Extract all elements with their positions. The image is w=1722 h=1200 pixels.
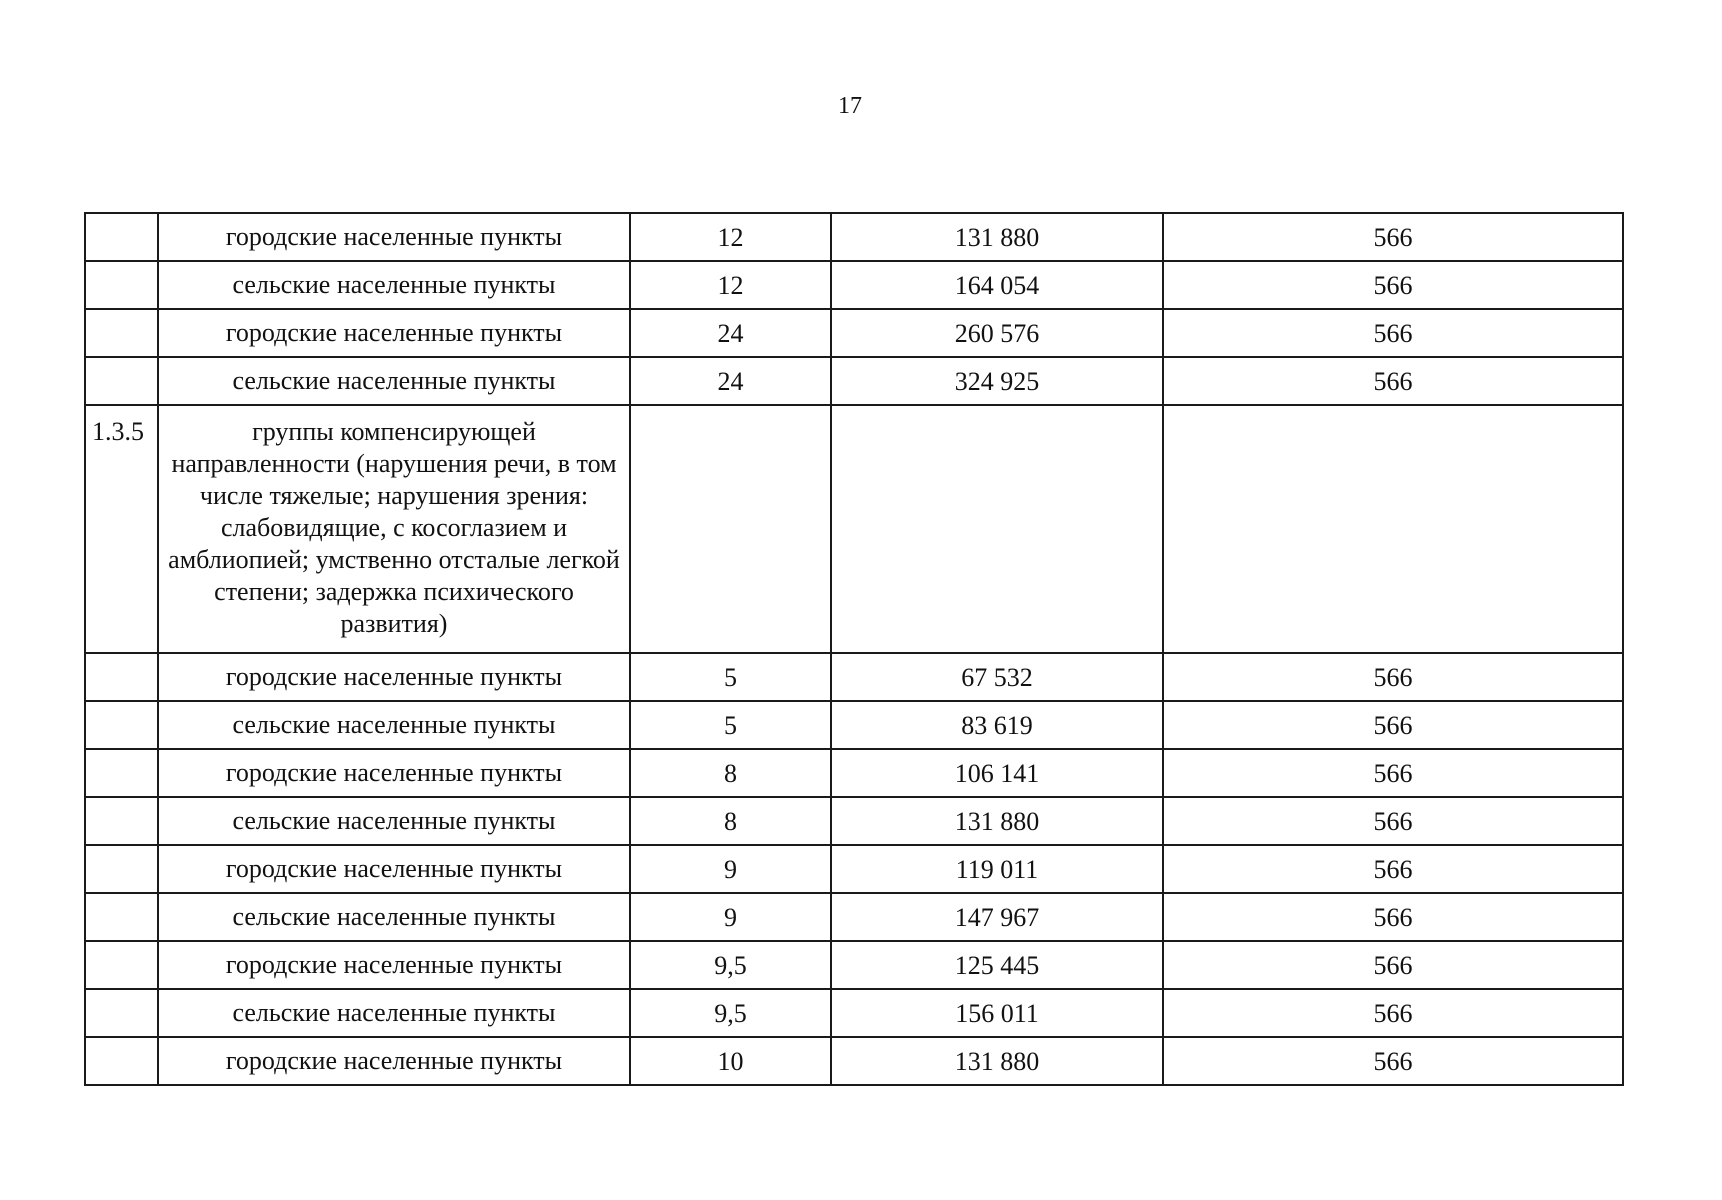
hours-value: 8	[630, 749, 831, 797]
settlement-type: городские населенные пункты	[158, 1037, 630, 1085]
hours-value: 5	[630, 701, 831, 749]
cost-value: 147 967	[831, 893, 1163, 941]
hours-value: 9,5	[630, 941, 831, 989]
table-row	[85, 797, 1623, 845]
hours-value	[630, 405, 831, 653]
code-value: 566	[1163, 797, 1623, 845]
code-value: 566	[1163, 893, 1623, 941]
settlement-type: сельские населенные пункты	[158, 357, 630, 405]
hours-value: 9	[630, 893, 831, 941]
table-row	[85, 213, 1623, 261]
code-value: 566	[1163, 213, 1623, 261]
settlement-type: сельские населенные пункты	[158, 797, 630, 845]
cost-value: 131 880	[831, 213, 1163, 261]
table-row	[85, 941, 1623, 989]
cost-value: 83 619	[831, 701, 1163, 749]
table-row	[85, 749, 1623, 797]
code-value: 566	[1163, 989, 1623, 1037]
row-number	[85, 893, 158, 941]
section-row	[85, 405, 1623, 653]
row-number	[85, 749, 158, 797]
page-number: 17	[838, 93, 862, 119]
section-number: 1.3.5	[85, 405, 158, 653]
cost-value: 125 445	[831, 941, 1163, 989]
row-number	[85, 309, 158, 357]
table-row	[85, 989, 1623, 1037]
row-number	[85, 845, 158, 893]
hours-value: 24	[630, 309, 831, 357]
code-value: 566	[1163, 357, 1623, 405]
code-value: 566	[1163, 941, 1623, 989]
row-number	[85, 797, 158, 845]
code-value: 566	[1163, 309, 1623, 357]
cost-value: 324 925	[831, 357, 1163, 405]
code-value: 566	[1163, 749, 1623, 797]
hours-value: 9,5	[630, 989, 831, 1037]
settlement-type: городские населенные пункты	[158, 941, 630, 989]
settlement-type: городские населенные пункты	[158, 213, 630, 261]
settlement-type: городские населенные пункты	[158, 653, 630, 701]
section-description: группы компенсирующей направленности (нарушения речи, в том числе тяжелые; нарушения зрения: слабовидящие, с косоглазием и амблиопией; умственно отсталые легкой степени; задержка психического развития)	[158, 405, 630, 653]
hours-value: 12	[630, 213, 831, 261]
table-row	[85, 893, 1623, 941]
cost-value: 164 054	[831, 261, 1163, 309]
row-number	[85, 989, 158, 1037]
code-value: 566	[1163, 845, 1623, 893]
settlement-type: городские населенные пункты	[158, 309, 630, 357]
row-number	[85, 653, 158, 701]
cost-value: 67 532	[831, 653, 1163, 701]
cost-value: 156 011	[831, 989, 1163, 1037]
row-number	[85, 261, 158, 309]
settlement-type: городские населенные пункты	[158, 845, 630, 893]
table-row	[85, 309, 1623, 357]
hours-value: 24	[630, 357, 831, 405]
hours-value: 10	[630, 1037, 831, 1085]
cost-value: 131 880	[831, 1037, 1163, 1085]
row-number	[85, 213, 158, 261]
code-value: 566	[1163, 1037, 1623, 1085]
rates-table	[84, 212, 1624, 1086]
code-value: 566	[1163, 653, 1623, 701]
settlement-type: сельские населенные пункты	[158, 893, 630, 941]
code-value: 566	[1163, 261, 1623, 309]
hours-value: 12	[630, 261, 831, 309]
table-row	[85, 1037, 1623, 1085]
row-number	[85, 357, 158, 405]
settlement-type: сельские населенные пункты	[158, 701, 630, 749]
cost-value	[831, 405, 1163, 653]
row-number	[85, 701, 158, 749]
code-value	[1163, 405, 1623, 653]
table-row	[85, 357, 1623, 405]
table-row	[85, 845, 1623, 893]
code-value: 566	[1163, 701, 1623, 749]
settlement-type: сельские населенные пункты	[158, 989, 630, 1037]
row-number	[85, 941, 158, 989]
cost-value: 131 880	[831, 797, 1163, 845]
table-row	[85, 261, 1623, 309]
settlement-type: сельские населенные пункты	[158, 261, 630, 309]
table-row	[85, 701, 1623, 749]
hours-value: 9	[630, 845, 831, 893]
hours-value: 8	[630, 797, 831, 845]
table-row	[85, 653, 1623, 701]
cost-value: 119 011	[831, 845, 1163, 893]
settlement-type: городские населенные пункты	[158, 749, 630, 797]
row-number	[85, 1037, 158, 1085]
cost-value: 260 576	[831, 309, 1163, 357]
cost-value: 106 141	[831, 749, 1163, 797]
hours-value: 5	[630, 653, 831, 701]
